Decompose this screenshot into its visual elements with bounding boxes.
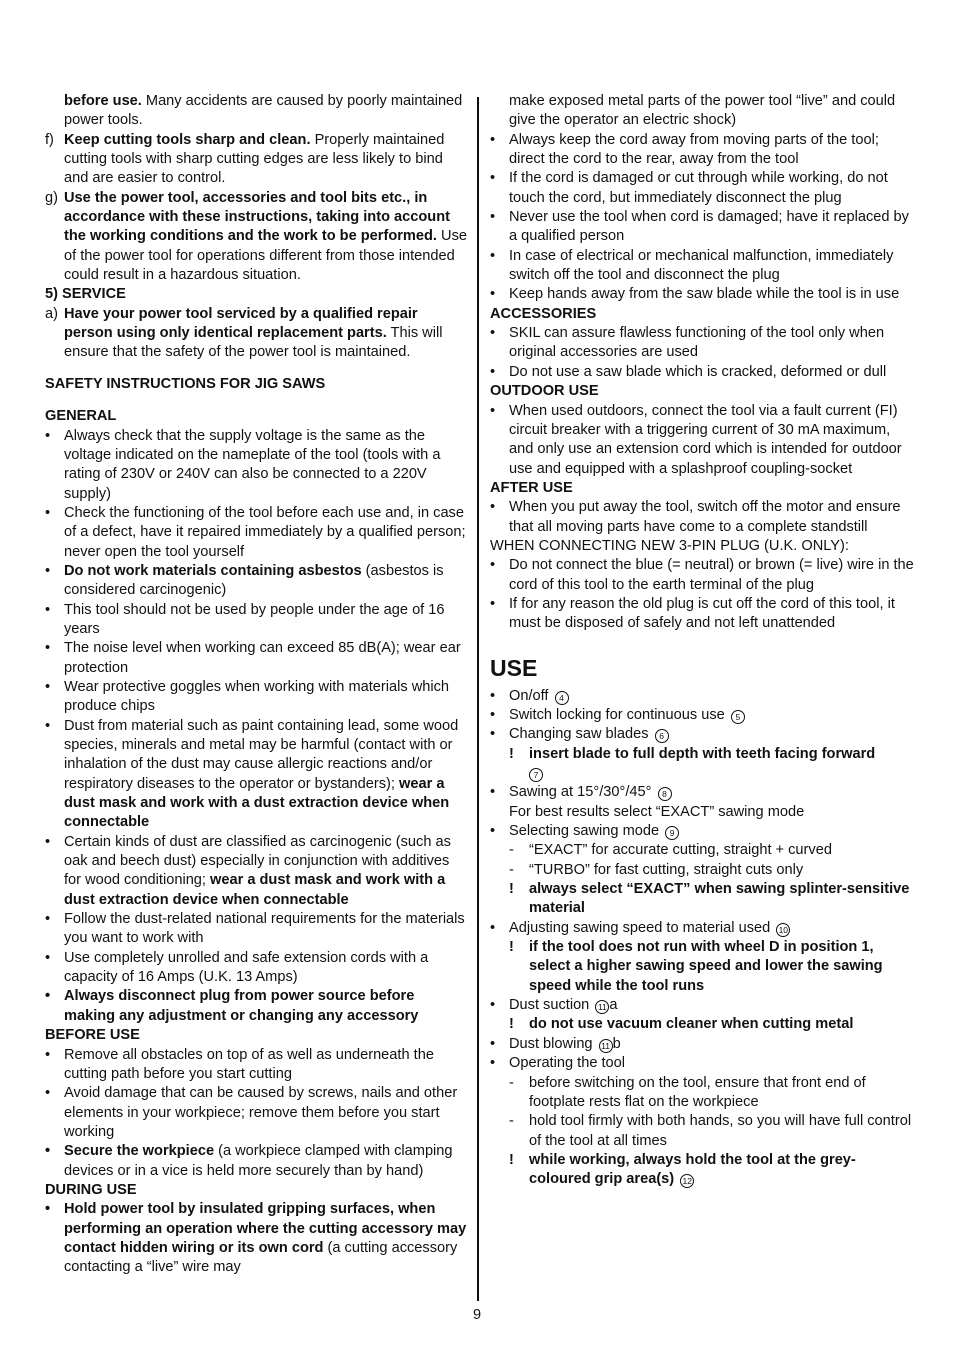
bullet: • (490, 499, 496, 516)
list-item (490, 498, 914, 537)
list-item-g (45, 189, 467, 286)
page-number: 9 (472, 1307, 482, 1323)
list-marker: a) (45, 305, 58, 322)
list-item (490, 285, 914, 304)
bullet: • (490, 131, 496, 148)
body-text: Check the functioning of the tool before each use and, in case of a defect, have it repaired immediately by a qualified person; never open the tool yourself (64, 504, 466, 560)
list-item (490, 169, 914, 208)
bullet: • (45, 504, 51, 521)
body-text: If for any reason the old plug is cut off the cord of this tool, it must be disposed of safely and not left unattended (509, 595, 895, 632)
list-item (45, 427, 467, 504)
body-text: Wear protective goggles when working with materials which produce chips (64, 678, 450, 715)
list-item (490, 783, 914, 822)
list-item (490, 208, 914, 247)
dash-item (490, 1112, 914, 1151)
list-item (45, 504, 467, 562)
list-item (490, 822, 914, 841)
body-text: This will ensure that the safety of the power tool is maintained. (64, 325, 443, 361)
warning-item (490, 938, 914, 996)
list-item (45, 1084, 467, 1142)
figure-ref-number: 11 (599, 1039, 613, 1053)
bullet: • (45, 601, 51, 618)
body-text: (a workpiece clamped with clamping devices or in a vice is held more securely than by hand) (64, 1143, 453, 1179)
bullet: • (490, 595, 496, 612)
figure-ref-number: 9 (665, 826, 679, 840)
body-text: Do not connect the blue (= neutral) or brown (= live) wire in the cord of this tool to the earth terminal of the plug (509, 557, 914, 593)
list-marker: g) (45, 189, 58, 206)
list-item (490, 556, 914, 595)
body-text: Never use the tool when cord is damaged; have it replaced by a qualified person (509, 209, 909, 245)
dash-item (490, 1074, 914, 1113)
bullet: • (45, 1046, 51, 1063)
list-item (490, 919, 914, 938)
bold-text: if the tool does not run with wheel D in position 1, select a higher sawing speed and lower the sawing speed while the tool runs (529, 939, 883, 994)
figure-ref-number: 6 (655, 729, 669, 743)
list-item (490, 247, 914, 286)
body-text: before switching on the tool, ensure that front end of footplate rests flat on the workpiece (529, 1074, 866, 1110)
list-item (490, 363, 914, 382)
bullet: • (45, 678, 51, 695)
bullet: • (490, 1055, 496, 1072)
body-text: This tool should not be used by people under the age of 16 years (64, 601, 445, 637)
bold-text: do not use vacuum cleaner when cutting metal (529, 1016, 854, 1033)
body-text: SKIL can assure flawless functioning of the tool only when original accessories are used (509, 325, 885, 361)
bullet: • (45, 717, 51, 734)
bold-text: Secure the workpiece (64, 1143, 215, 1160)
bullet: • (45, 833, 51, 850)
list-item (45, 562, 467, 601)
figure-ref-number: 11 (595, 1000, 609, 1014)
list-item (490, 131, 914, 170)
warning-item (490, 1151, 914, 1190)
bold-text: wear a dust mask and work with a dust extraction device when connectable (64, 775, 450, 831)
body-text: Operating the tool (509, 1055, 626, 1072)
body-text: Changing saw blades (509, 726, 649, 743)
bold-text: Use the power tool, accessories and tool bits etc., in accordance with these instructions, taking into account the working conditions and the work to be performed. (64, 189, 450, 245)
body-text: In case of electrical or mechanical malfunction, immediately switch off the tool and disconnect the plug (509, 247, 894, 284)
bullet: • (490, 402, 496, 419)
column-divider (477, 97, 479, 1301)
body-text: Certain kinds of dust are classified as carcinogenic (such as oak and beech dust) especially in conjunction with additives for wood conditioning; (64, 833, 451, 889)
body-text: a (609, 997, 618, 1014)
bullet: • (490, 286, 496, 303)
warning-mark: ! (509, 1151, 514, 1168)
body-text: Follow the dust-related national requirements for the materials you want to work with (64, 911, 465, 947)
list-item (45, 639, 467, 678)
list-item (490, 687, 914, 706)
bullet: • (490, 706, 496, 723)
dash-item (490, 841, 914, 860)
list-item (490, 402, 914, 479)
bullet: • (490, 823, 496, 840)
body-text: Switch locking for continuous use (509, 706, 725, 723)
list-item (490, 706, 914, 725)
list-item (490, 725, 914, 744)
bullet: • (45, 1085, 51, 1102)
bullet: • (490, 209, 496, 226)
list-item (45, 987, 467, 1026)
list-item (45, 717, 467, 833)
body-text: When used outdoors, connect the tool via a fault current (FI) circuit breaker with a triggering current of 30 mA maximum, and only use an extension cord which is intended for outdoor use and equipped with a splashproof coupling-socket (509, 402, 902, 477)
general-heading: GENERAL (45, 408, 117, 425)
body-text: On/off (509, 687, 549, 704)
list-item (490, 1054, 914, 1073)
figure-ref-number: 10 (776, 923, 790, 937)
after-use-heading: AFTER USE (490, 479, 573, 496)
bullet: • (45, 911, 51, 928)
body-text: Properly maintained cutting tools with sharp cutting edges are less likely to bind and are easier to control. (64, 131, 445, 187)
body-text: Adjusting sawing speed to material used (509, 919, 771, 936)
list-item (490, 1035, 914, 1054)
bold-text: insert blade to full depth with teeth facing forward (529, 745, 876, 762)
dash-mark: - (509, 1074, 514, 1091)
body-text: Selecting sawing mode (509, 823, 660, 840)
list-item (45, 1200, 467, 1277)
use-heading: USE (490, 654, 538, 681)
bold-text: Keep cutting tools sharp and clean. (64, 131, 311, 148)
body-text: b (612, 1035, 621, 1052)
outdoor-use-heading: OUTDOOR USE (490, 383, 599, 400)
bold-text: Do not work materials containing asbestos (64, 562, 362, 579)
body-text: Dust from material such as paint containing lead, some wood species, minerals and metal may be harmful (contact with or inhalation of the dust may cause allergic reactions and/or respiratory diseases to the operator or bystanders); (64, 717, 459, 792)
bullet: • (45, 949, 51, 966)
figure-ref-number: 7 (529, 768, 543, 782)
bold-text: Have your power tool serviced by a qualified repair person using only identical replacement parts. (64, 305, 418, 342)
warning-item (490, 880, 914, 919)
list-item (45, 910, 467, 949)
bullet: • (490, 170, 496, 187)
body-text: Keep hands away from the saw blade while the tool is in use (509, 286, 900, 303)
list-item-f (45, 131, 467, 189)
during-use-heading: DURING USE (45, 1181, 137, 1198)
bullet: • (490, 325, 496, 342)
bold-text: Always disconnect plug from power source before making any adjustment or changing any accessory (64, 988, 419, 1024)
body-text: Avoid damage that can be caused by screws, nails and other elements in your workpiece; remove them before you start working (64, 1085, 458, 1140)
dash-mark: - (509, 861, 514, 878)
bullet: • (490, 1035, 496, 1052)
body-text: The noise level when working can exceed 85 dB(A); wear ear protection (64, 640, 461, 676)
bold-text: always select “EXACT” when sawing splinter-sensitive material (529, 881, 910, 917)
dash-item (490, 861, 914, 880)
list-item (45, 949, 467, 988)
bullet: • (490, 726, 496, 743)
list-item (45, 833, 467, 910)
list-item (490, 595, 914, 634)
bold-text: while working, always hold the tool at the grey-coloured grip area(s) (529, 1151, 856, 1188)
body-text: Do not use a saw blade which is cracked, deformed or dull (509, 363, 887, 380)
body-text: Use of the power tool for operations different from those intended could result in a hazardous situation. (64, 228, 467, 284)
figure-ref-number: 5 (731, 710, 745, 724)
body-text: Sawing at 15°/30°/45° (509, 784, 652, 801)
body-text: Use completely unrolled and safe extension cords with a capacity of 16 Amps (U.K. 13 Amps) (64, 949, 429, 986)
figure-ref-number: 12 (680, 1174, 694, 1188)
warning-mark: ! (509, 1016, 514, 1033)
list-item (45, 1046, 467, 1085)
list-item (490, 996, 914, 1015)
list-item (490, 324, 914, 363)
body-text: “TURBO” for fast cutting, straight cuts only (529, 861, 804, 878)
body-text: Remove all obstacles on top of as well as underneath the cutting path before you start cutting (64, 1046, 434, 1082)
bullet: • (490, 919, 496, 936)
list-item (45, 678, 467, 717)
accessories-heading: ACCESSORIES (490, 305, 597, 322)
body-text: (a cutting accessory contacting a “live” wire may (64, 1239, 458, 1276)
warning-mark: ! (509, 881, 514, 898)
bold-text: Hold power tool by insulated gripping surfaces, when performing an operation where the cutting accessory may contact hidden wiring or its own cord (64, 1201, 467, 1256)
plug-heading: WHEN CONNECTING NEW 3-PIN PLUG (U.K. ONLY): (490, 537, 849, 554)
list-marker: f) (45, 131, 54, 148)
dash-mark: - (509, 1113, 514, 1130)
figure-ref-number: 8 (658, 787, 672, 801)
body-text: When you put away the tool, switch off the motor and ensure that all moving parts have come to a complete standstill (509, 499, 901, 535)
body-text: Dust suction (509, 997, 590, 1014)
list-item (45, 1142, 467, 1181)
body-text: (asbestos is considered carcinogenic) (64, 562, 444, 599)
left-column (45, 92, 467, 1278)
body-text: Always keep the cord away from moving parts of the tool; direct the cord to the rear, away from the tool (509, 131, 879, 168)
bullet: • (45, 640, 51, 657)
bullet: • (490, 247, 496, 264)
bullet: • (490, 557, 496, 574)
bullet: • (45, 1143, 51, 1160)
bold-text: before use. (64, 93, 142, 109)
warning-mark: ! (509, 745, 514, 762)
body-text: “EXACT” for accurate cutting, straight + curved (529, 842, 832, 859)
figure-ref-number: 4 (555, 691, 569, 705)
body-text: For best results select “EXACT” sawing mode (509, 803, 805, 820)
bold-text: wear a dust mask and work with a dust extraction device when connectable (64, 872, 446, 908)
body-text: hold tool firmly with both hands, so you will have full control of the tool at all times (529, 1113, 912, 1149)
right-column (490, 92, 914, 1190)
bullet: • (490, 997, 496, 1014)
continued-text: make exposed metal parts of the power tool “live” and could give the operator an electric shock) (509, 93, 896, 129)
warning-item (490, 1015, 914, 1034)
body-text: If the cord is damaged or cut through while working, do not touch the cord, but immediately disconnect the plug (509, 170, 888, 206)
warning-mark: ! (509, 939, 514, 956)
body-text: Always check that the supply voltage is the same as the voltage indicated on the nameplate of the tool (tools with a rating of 230V or 240V can also be connected to a 220V supply) (64, 427, 441, 502)
bullet: • (45, 562, 51, 579)
body-text: Many accidents are caused by poorly maintained power tools. (64, 93, 463, 129)
jig-saw-safety-heading: SAFETY INSTRUCTIONS FOR JIG SAWS (45, 376, 326, 393)
bullet: • (45, 427, 51, 444)
dash-mark: - (509, 842, 514, 859)
before-use-heading: BEFORE USE (45, 1027, 140, 1044)
list-item-a (45, 305, 467, 363)
body-text: Dust blowing (509, 1035, 593, 1052)
service-heading: 5) SERVICE (45, 286, 126, 303)
bullet: • (490, 687, 496, 704)
bullet: • (490, 784, 496, 801)
bullet: • (45, 988, 51, 1005)
list-item (45, 601, 467, 640)
bullet: • (490, 363, 496, 380)
bullet: • (45, 1201, 51, 1218)
warning-item (490, 745, 914, 784)
paragraph-maintenance (45, 92, 467, 131)
